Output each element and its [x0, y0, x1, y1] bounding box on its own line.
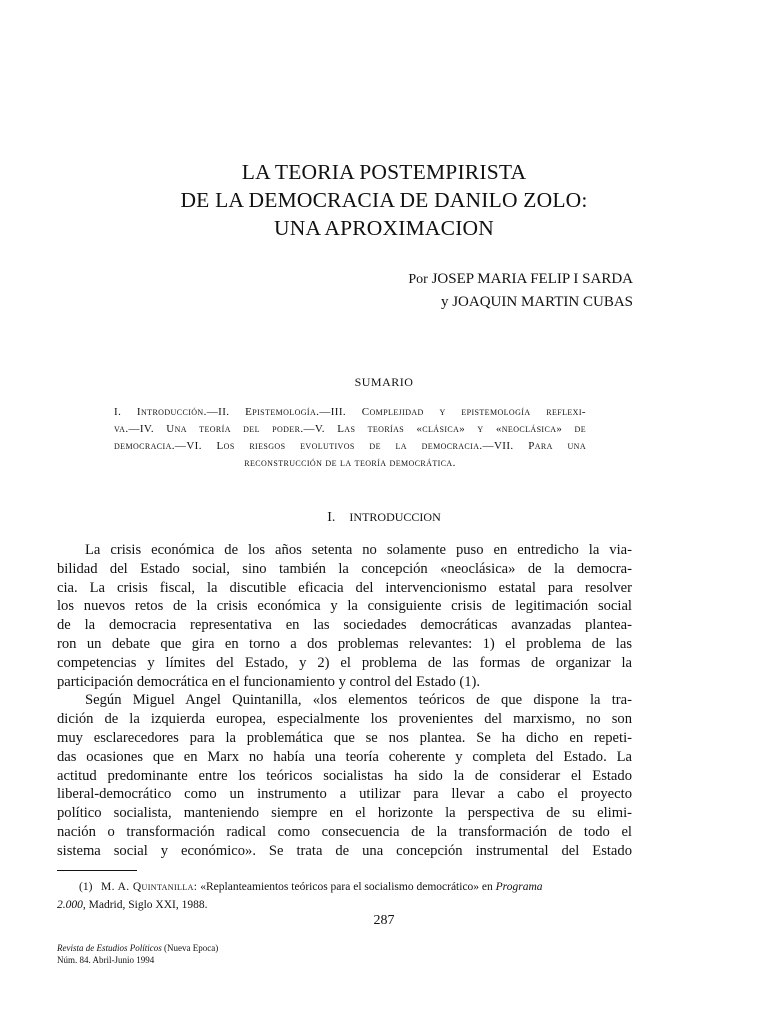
body-line: los nuevos retos de la crisis económica y la consiguiente crisis de legitimación social — [57, 598, 632, 615]
author-prefix: Por — [408, 272, 428, 287]
section-number: I. — [327, 510, 336, 525]
body-line: actitud predominante entre los teóricos socialistas ha sido la de considerar el Estado — [57, 767, 632, 784]
sumario-heading: SUMARIO — [354, 375, 414, 389]
author-2: y JOAQUIN MARTIN CUBAS — [440, 294, 633, 310]
author-line-1 — [408, 268, 633, 291]
footnote-divider — [57, 870, 137, 871]
footnote-marker: (1) — [79, 881, 93, 893]
section-heading — [0, 510, 768, 526]
journal-name: Revista de Estudios Políticos — [57, 943, 162, 953]
footnote-text: «Replanteamientos teóricos para el socialismo democrático» en — [200, 881, 493, 893]
sumario-line: reconstrucción de la teoría democrática. — [244, 457, 456, 469]
footnote-journal-cont: 2.000 — [57, 899, 83, 911]
journal-edition: (Nueva Epoca) — [164, 943, 219, 953]
footnote — [57, 878, 632, 914]
article-title — [0, 158, 768, 242]
title-line-1: LA TEORIA POSTEMPIRISTA — [241, 160, 527, 184]
footnote-line-2 — [57, 896, 632, 914]
body-line: La crisis económica de los años setenta no solamente puso en entredicho la via- — [85, 542, 632, 558]
body-line: ron un debate que gira en torno a dos problemas relevantes: 1) el problema de las — [57, 635, 632, 652]
body-line: muy esclarecedores para la problemática que se nos plantea. Se ha dicho en repeti- — [57, 729, 632, 746]
body-line: das ocasiones que en Marx no había una teoría coherente y completa del Estado. La — [57, 748, 632, 765]
journal-info — [57, 942, 218, 966]
body-line: sistema social y económico». Se trata de una concepción instrumental del Estado — [57, 842, 632, 859]
journal-line-1 — [57, 942, 218, 954]
body-line: cia. La crisis fiscal, la discutible eficacia del intervencionismo estatal para resolver — [57, 579, 632, 596]
body-line: participación democrática en el funcionamiento y control del Estado (1). — [57, 673, 481, 690]
body-line: de la democracia representativa en las sociedades democráticas avanzadas plantea- — [57, 617, 632, 634]
sumario-contents — [114, 404, 586, 472]
footnote-rest: , Madrid, Siglo XXI, 1988. — [82, 899, 208, 911]
title-line-2: DE LA DEMOCRACIA DE DANILO ZOLO: — [180, 188, 588, 212]
body-line: competencias y límites del Estado, y 2) el problema de las formas de organizar la — [57, 654, 632, 671]
author-block — [408, 268, 633, 313]
body-line: bilidad del Estado social, sino también la concepción «neoclásica» de la democra- — [57, 560, 632, 577]
sumario-line: democracia.—VI. Los riesgos evolutivos de la democracia.—VII. Para una — [114, 440, 586, 452]
body-line: Según Miguel Angel Quintanilla, «los elementos teóricos de que dispone la tra- — [85, 692, 632, 709]
body-line: político socialista, manteniendo siempre en el horizonte la perspectiva de su elimi- — [57, 805, 632, 822]
footnote-author: M. A. Quintanilla: — [101, 881, 198, 893]
footnote-journal: Programa — [495, 881, 543, 893]
page-number: 287 — [373, 913, 395, 928]
author-1: JOSEP MARIA FELIP I SARDA — [431, 271, 633, 287]
body-text — [57, 541, 632, 861]
body-line: liberal-democrático como un instrumento a utilizar para llevar a cabo el proyecto — [57, 786, 632, 803]
body-line: dición de la izquierda europea, especialmente los provenientes del marxismo, no son — [57, 711, 632, 728]
sumario-line: va.—IV. Una teoría del poder.—V. Las teorías «clásica» y «neoclásica» de — [114, 423, 586, 435]
sumario-line: I. Introducción.—II. Epistemología.—III. Complejidad y epistemología reflexi- — [114, 406, 586, 418]
body-line: nación o transformación radical como consecuencia de la transformación de todo el — [57, 823, 632, 840]
journal-issue: Núm. 84. Abril-Junio 1994 — [57, 955, 155, 965]
section-title: INTRODUCCION — [349, 510, 441, 524]
title-line-3: UNA APROXIMACION — [273, 216, 495, 240]
footnote-line-1 — [57, 878, 632, 896]
